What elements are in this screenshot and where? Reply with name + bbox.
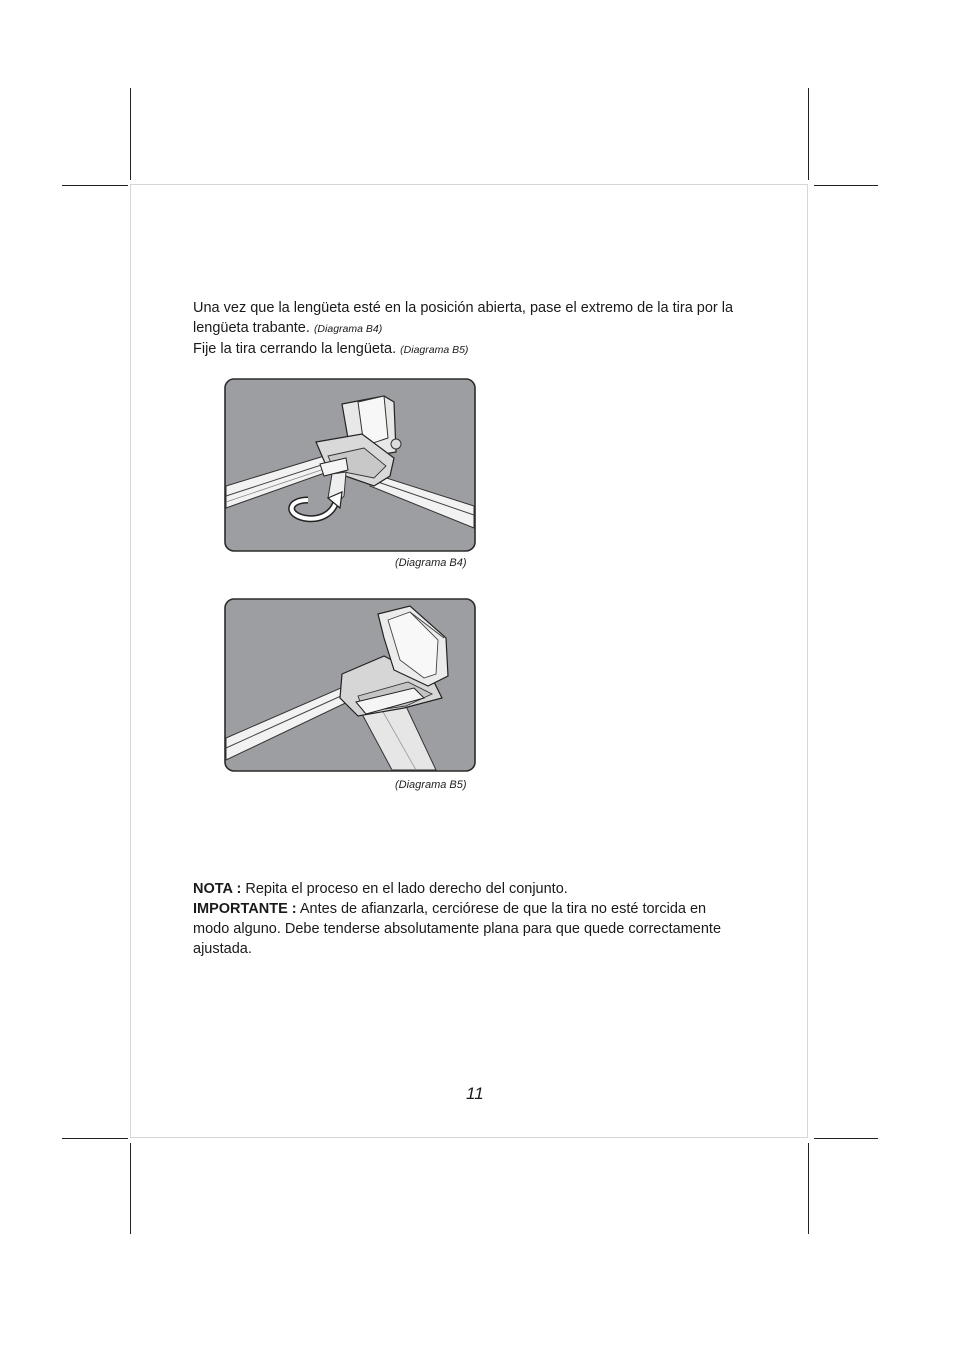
instruction-line-3 — [193, 339, 763, 360]
crop-mark — [62, 185, 128, 186]
crop-mark — [62, 1138, 128, 1139]
diagram-b4-illustration — [224, 378, 476, 552]
importante-line-1 — [193, 899, 763, 919]
instruction-line-2 — [193, 318, 763, 339]
diagram-ref-b5: (Diagrama B5) — [400, 344, 469, 356]
notes-paragraph — [193, 879, 763, 959]
crop-mark — [130, 1143, 131, 1234]
instruction-line-1: Una vez que la lengüeta esté en la posición abierta, pase el extremo de la tira por la — [193, 300, 734, 316]
instruction-line-3-text: Fije la tira cerrando la lengüeta. — [193, 341, 397, 357]
crop-mark — [814, 1138, 878, 1139]
instruction-paragraph — [193, 298, 763, 360]
crop-mark — [814, 185, 878, 186]
instruction-line-2-text: lengüeta trabante. — [193, 320, 310, 336]
crop-mark — [808, 1143, 809, 1234]
crop-mark — [130, 88, 131, 180]
importante-text-1: Antes de afianzarla, cerciórese de que la tira no esté torcida en — [299, 901, 707, 917]
nota-label: NOTA : — [193, 881, 242, 897]
diagram-b5-illustration — [224, 598, 476, 772]
diagram-b5-caption: (Diagrama B5) — [395, 779, 467, 791]
importante-line-3: ajustada. — [193, 941, 252, 957]
importante-label: IMPORTANTE : — [193, 901, 297, 917]
nota-line — [193, 879, 763, 899]
nota-text: Repita el proceso en el lado derecho del conjunto. — [245, 881, 568, 897]
diagram-b4-caption: (Diagrama B4) — [395, 557, 467, 569]
page-number: 11 — [466, 1084, 484, 1103]
diagram-ref-b4: (Diagrama B4) — [313, 323, 383, 335]
importante-line-2: modo alguno. Debe tenderse absolutamente plana para que quede correctamente — [193, 921, 722, 937]
crop-mark — [808, 88, 809, 180]
